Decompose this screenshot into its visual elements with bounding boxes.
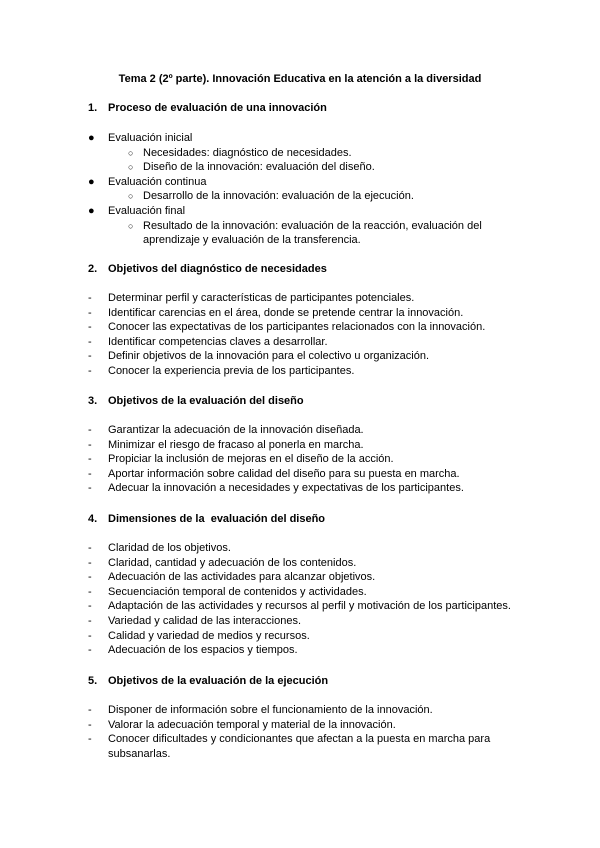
section-title: Objetivos del diagnóstico de necesidades — [108, 263, 327, 275]
list-item — [88, 718, 528, 733]
dash-list — [88, 423, 528, 496]
dash-marker: - — [88, 718, 92, 731]
sub-bullet-icon: ○ — [128, 162, 134, 173]
list-item-text: Secuenciación temporal de contenidos y actividades. — [108, 585, 367, 598]
dash-marker: - — [88, 424, 92, 436]
section-heading — [88, 101, 528, 115]
section-title: Objetivos de la evaluación de la ejecución — [108, 675, 329, 687]
dash-marker: - — [88, 350, 92, 363]
dash-marker: - — [88, 321, 92, 334]
section-title: Objetivos de la evaluación del diseño — [108, 395, 304, 407]
list-item-text: Propiciar la inclusión de mejoras en el diseño de la acción. — [108, 453, 394, 466]
list-item-text: Valorar la adecuación temporal y material de la innovación. — [108, 718, 396, 731]
section-1 — [88, 101, 528, 248]
section-2 — [88, 262, 528, 379]
sub-list-item — [88, 160, 528, 175]
section-4 — [88, 512, 528, 658]
section-5 — [88, 674, 528, 761]
list-item-text: Definir objetivos de la innovación para el colectivo u organización. — [108, 350, 430, 363]
dash-list — [88, 703, 528, 761]
list-item — [88, 291, 528, 306]
bullet-label: Evaluación inicial — [108, 132, 193, 144]
list-item — [88, 452, 528, 467]
list-item-text: Variedad y calidad de las interacciones. — [108, 614, 302, 627]
list-item-text: Adecuación de los espacios y tiempos. — [108, 644, 298, 657]
sub-list — [108, 189, 528, 204]
list-item-text: Adecuación de las actividades para alcanzar objetivos. — [108, 571, 376, 584]
list-item — [88, 614, 528, 629]
dash-marker: - — [88, 644, 92, 657]
dash-marker: - — [88, 704, 92, 716]
list-item-text: Identificar carencias en el área, donde se pretende centrar la innovación. — [108, 306, 464, 319]
section-number: 2. — [88, 263, 98, 275]
section-number: 5. — [88, 675, 98, 687]
dash-marker: - — [88, 306, 92, 319]
section-heading — [88, 262, 528, 276]
dash-marker: - — [88, 453, 92, 466]
sub-bullet-icon: ○ — [128, 220, 134, 231]
sub-item-text: Resultado de la innovación: evaluación de la reacción, evaluación del aprendizaje y evaluación de la transferencia. — [143, 219, 482, 247]
document-title: Tema 2 (2º parte). Innovación Educativa en la atención a la diversidad — [118, 73, 482, 85]
section-number: 1. — [88, 102, 98, 114]
dash-marker: - — [88, 335, 92, 348]
list-item — [88, 629, 528, 644]
dash-marker: - — [88, 556, 92, 569]
dash-marker: - — [88, 467, 92, 480]
list-item — [88, 204, 528, 248]
dash-marker: - — [88, 629, 92, 642]
list-item — [88, 131, 528, 175]
dash-marker: - — [88, 600, 92, 613]
bullet-label: Evaluación continua — [108, 175, 207, 188]
dash-marker: - — [88, 542, 92, 554]
list-item — [88, 423, 528, 438]
list-item-text: Conocer la experiencia previa de los participantes. — [108, 364, 355, 377]
list-item-text: Identificar competencias claves a desarrollar. — [108, 335, 328, 348]
bullet-icon: ● — [88, 204, 95, 217]
bullet-label: Evaluación final — [108, 204, 186, 217]
bullet-icon: ● — [88, 132, 95, 144]
sub-bullet-icon: ○ — [128, 147, 134, 158]
section-3 — [88, 394, 528, 496]
list-item-text: Determinar perfil y características de participantes potenciales. — [108, 292, 415, 304]
list-item — [88, 556, 528, 571]
list-item-text: Garantizar la adecuación de la innovación diseñada. — [108, 424, 364, 436]
list-item-text: Minimizar el riesgo de fracaso al ponerla en marcha. — [108, 438, 364, 451]
list-item — [88, 643, 528, 658]
sub-list-item — [88, 146, 528, 161]
bullet-icon: ● — [88, 175, 95, 188]
list-item — [88, 320, 528, 335]
list-item-text: Claridad de los objetivos. — [108, 542, 231, 554]
list-item-text: Calidad y variedad de medios y recursos. — [108, 629, 310, 642]
list-item-text: Adaptación de las actividades y recursos al perfil y motivación de los participantes. — [108, 600, 511, 613]
section-number: 3. — [88, 395, 98, 407]
section-heading — [88, 674, 528, 688]
dash-marker: - — [88, 585, 92, 598]
bullet-list — [88, 131, 528, 248]
sub-item-text: Diseño de la innovación: evaluación del diseño. — [143, 161, 375, 174]
dash-marker: - — [88, 364, 92, 377]
dash-marker: - — [88, 292, 92, 304]
list-item — [88, 438, 528, 453]
list-item-text: Aportar información sobre calidad del diseño para su puesta en marcha. — [108, 467, 460, 480]
list-item — [88, 306, 528, 321]
list-item — [88, 467, 528, 482]
list-item — [88, 585, 528, 600]
list-item — [88, 541, 528, 556]
dash-marker: - — [88, 482, 92, 495]
sub-list-item — [88, 189, 528, 204]
dash-list — [88, 541, 528, 658]
dash-marker: - — [88, 614, 92, 627]
sub-item-text: Desarrollo de la innovación: evaluación de la ejecución. — [143, 190, 414, 203]
section-heading — [88, 512, 528, 526]
dash-marker: - — [88, 571, 92, 584]
section-title: Dimensiones de la evaluación del diseño — [108, 513, 326, 525]
list-item — [88, 703, 528, 718]
sub-list — [108, 146, 528, 175]
list-item-text: Disponer de información sobre el funcionamiento de la innovación. — [108, 704, 433, 716]
list-item — [88, 349, 528, 364]
dash-marker: - — [88, 733, 92, 746]
sub-list — [108, 219, 528, 248]
list-item-text: Conocer dificultades y condicionantes que afectan a la puesta en marcha para subsanarlas. — [108, 733, 491, 760]
list-item — [88, 481, 528, 496]
list-item-text: Conocer las expectativas de los participantes relacionados con la innovación. — [108, 321, 486, 334]
sub-bullet-icon: ○ — [128, 191, 134, 202]
list-item — [88, 364, 528, 379]
list-item — [88, 599, 528, 614]
section-heading — [88, 394, 528, 408]
sub-item-text: Necesidades: diagnóstico de necesidades. — [143, 146, 352, 159]
list-item — [88, 570, 528, 585]
list-item-text: Claridad, cantidad y adecuación de los contenidos. — [108, 556, 357, 569]
list-item — [88, 732, 528, 761]
section-title: Proceso de evaluación de una innovación — [108, 102, 327, 114]
section-number: 4. — [88, 513, 98, 525]
dash-marker: - — [88, 438, 92, 451]
dash-list — [88, 291, 528, 379]
sub-list-item — [88, 219, 528, 248]
list-item — [88, 175, 528, 204]
list-item — [88, 335, 528, 350]
list-item-text: Adecuar la innovación a necesidades y expectativas de los participantes. — [108, 482, 464, 495]
